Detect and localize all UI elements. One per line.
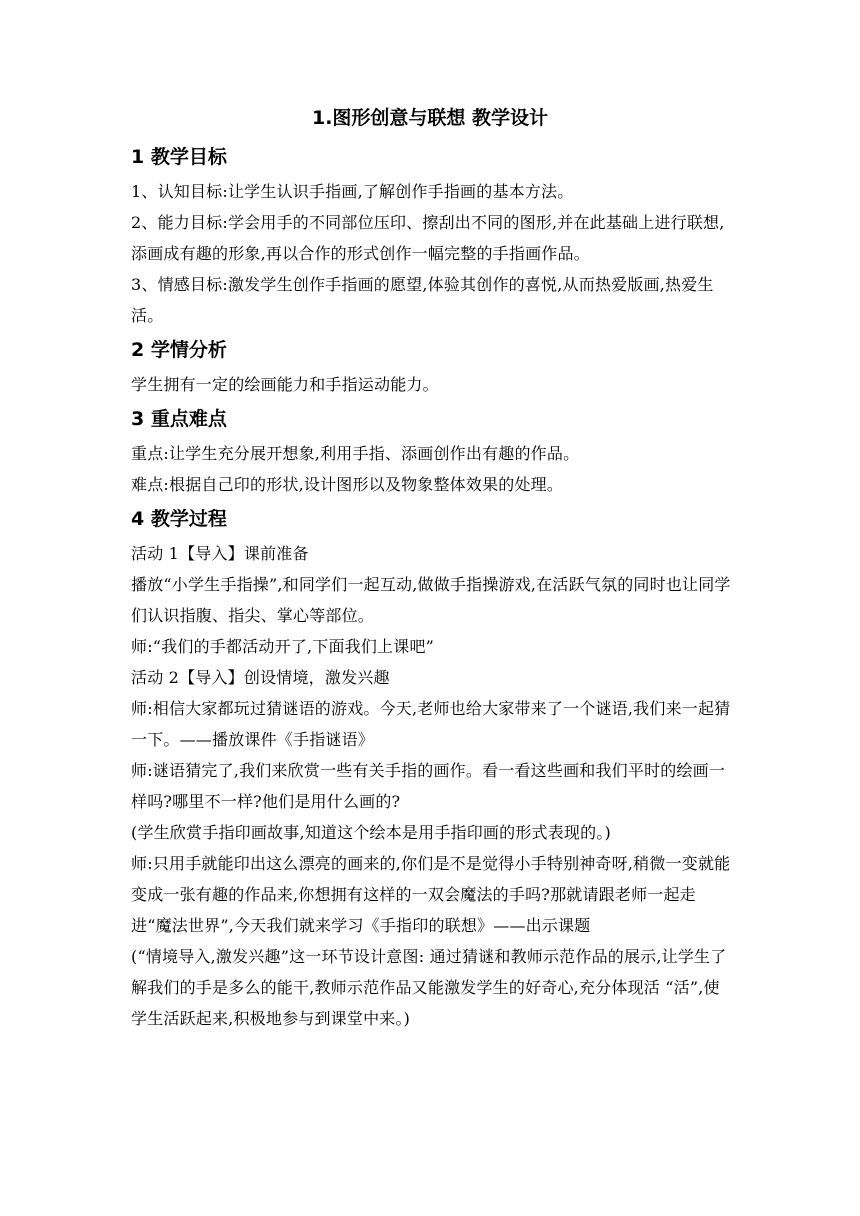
paragraph-riddle: 师:相信大家都玩过猜谜语的游戏。今天,老师也给大家带来了一个谜语,我们来一起猜一下。——播放课件《手指谜语》	[131, 699, 731, 749]
paragraph-design-intent: (“情境导入,激发兴趣”这一环节设计意图: 通过猜谜和教师示范作品的展示,让学生了解我们的手是多么的能干,教师示范作品又能激发学生的好奇心,充分体现活 “活”,使学生活跃起来,积极地参与到课堂中来。)	[131, 947, 727, 1028]
paragraph-difficult-point: 难点:根据自己印的形状,设计图形以及物象整体效果的处理。	[131, 475, 564, 494]
document-body	[131, 142, 731, 1034]
section-heading-objectives: 1 教学目标	[131, 146, 227, 168]
paragraph-activity-2: 活动 2【导入】创设情境，激发兴趣	[131, 668, 390, 687]
section-heading-student-analysis: 2 学情分析	[131, 339, 227, 361]
paragraph-student-appreciation: (学生欣赏手指印画故事,知道这个绘本是用手指印画的形式表现的。)	[131, 823, 611, 842]
paragraph-magic-world: 师:只用手就能印出这么漂亮的画来的,你们是不是觉得小手特别神奇呀,稍微一变就能变成一张有趣的作品来,你想拥有这样的一双会魔法的手吗?那就请跟老师一起走进“魔法世界”,今天我们就来学习《手指印的联想》——出示课题	[131, 854, 731, 935]
paragraph-finger-exercise: 播放“小学生手指操”,和同学们一起互动,做做手指操游戏,在活跃气氛的同时也让同学们认识指腹、指尖、掌心等部位。	[131, 575, 731, 625]
paragraph-appreciation: 师:谜语猜完了,我们来欣赏一些有关手指的画作。看一看这些画和我们平时的绘画一样吗?哪里不一样?他们是用什么画的?	[131, 761, 726, 811]
paragraph-teacher-start: 师:“我们的手都活动开了,下面我们上课吧”	[131, 637, 435, 656]
section-heading-teaching-process: 4 教学过程	[131, 508, 227, 530]
paragraph-activity-1: 活动 1【导入】课前准备	[131, 544, 309, 563]
paragraph-ability-goal: 2、能力目标:学会用手的不同部位压印、擦刮出不同的图形,并在此基础上进行联想,添画成有趣的形象,再以合作的形式创作一幅完整的手指画作品。	[131, 213, 725, 263]
paragraph-emotional-goal: 3、情感目标:激发学生创作手指画的愿望,体验其创作的喜悦,从而热爱版画,热爱生活。	[131, 275, 714, 325]
paragraph-key-point: 重点:让学生充分展开想象,利用手指、添画创作出有趣的作品。	[131, 444, 580, 463]
paragraph-student-analysis: 学生拥有一定的绘画能力和手指运动能力。	[131, 375, 439, 394]
document-title: 1.图形创意与联想 教学设计	[311, 107, 549, 129]
section-heading-key-points: 3 重点难点	[131, 408, 227, 430]
paragraph-cognitive-goal: 1、认知目标:让学生认识手指画,了解创作手指画的基本方法。	[131, 182, 574, 201]
